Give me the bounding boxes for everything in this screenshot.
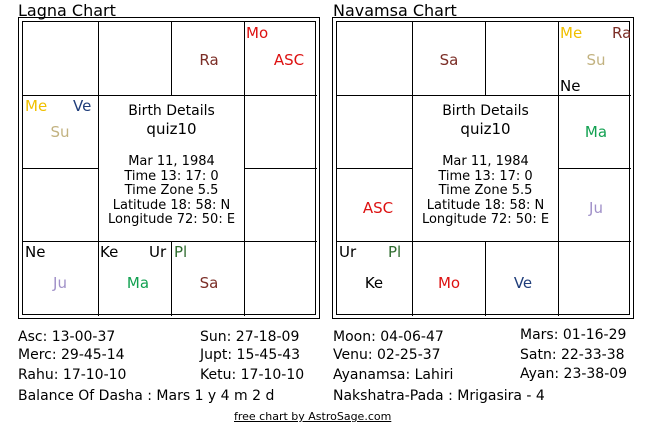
navamsa-planet-ur: Ur — [339, 243, 357, 261]
lagna-planet-ju: Ju — [53, 274, 67, 292]
lagna-planet-me: Me — [25, 97, 48, 115]
detail-nakshatra: Nakshatra-Pada : Mrigasira - 4 — [333, 388, 545, 404]
lagna-planet-ne: Ne — [25, 243, 46, 261]
lagna-birth-details — [99, 102, 244, 228]
navamsa-chart-grid — [336, 21, 630, 315]
birth-name: quiz10 — [146, 120, 197, 138]
navamsa-planet-ju: Ju — [589, 199, 603, 217]
lagna-planet-mo: Mo — [246, 24, 269, 42]
birth-longitude: Longitude 72: 50: E — [107, 212, 236, 227]
navamsa-planet-ne: Ne — [560, 77, 581, 95]
detail-mars: Mars: 01-16-29 — [520, 327, 627, 343]
birth-timezone: Time Zone 5.5 — [124, 183, 219, 198]
detail-moon: Moon: 04-06-47 — [333, 329, 444, 345]
lagna-chart-grid — [22, 21, 316, 315]
navamsa-birth-details — [413, 102, 558, 228]
navamsa-planet-ra: Ra — [612, 24, 632, 42]
detail-asc: Asc: 13-00-37 — [18, 329, 116, 345]
lagna-planet-ke: Ke — [100, 243, 119, 261]
navamsa-planet-mo: Mo — [437, 274, 461, 292]
lagna-planet-ve: Ve — [73, 97, 92, 115]
detail-dasha: Balance Of Dasha : Mars 1 y 4 m 2 d — [18, 388, 275, 404]
navamsa-planet-pl: Pl — [388, 243, 402, 261]
birth-timezone: Time Zone 5.5 — [438, 183, 533, 198]
lagna-chart — [18, 17, 320, 319]
birth-time: Time 13: 17: 0 — [124, 168, 219, 184]
navamsa-planet-ke: Ke — [364, 274, 384, 292]
detail-venu: Venu: 02-25-37 — [333, 347, 441, 363]
birth-date: Mar 11, 1984 — [128, 154, 215, 169]
navamsa-planet-ma: Ma — [584, 123, 608, 141]
lagna-planet-ur: Ur — [149, 243, 167, 261]
detail-ketu: Ketu: 17-10-10 — [200, 367, 305, 383]
lagna-planet-pl: Pl — [174, 243, 188, 261]
lagna-chart-title: Lagna Chart — [18, 1, 116, 20]
birth-date: Mar 11, 1984 — [442, 154, 529, 169]
birth-time: Time 13: 17: 0 — [438, 168, 533, 184]
lagna-planet-ra: Ra — [199, 51, 219, 69]
lagna-asc-marker: ASC — [273, 51, 305, 69]
birth-name: quiz10 — [460, 120, 511, 138]
detail-merc: Merc: 29-45-14 — [18, 347, 125, 363]
navamsa-planet-me: Me — [560, 24, 583, 42]
detail-rahu: Rahu: 17-10-10 — [18, 367, 127, 383]
navamsa-planet-su: Su — [586, 51, 606, 69]
navamsa-chart — [332, 17, 634, 319]
birth-latitude: Latitude 18: 58: N — [426, 197, 545, 213]
detail-ayanamsa: Ayanamsa: Lahiri — [333, 367, 454, 383]
navamsa-planet-ve: Ve — [513, 274, 533, 292]
lagna-planet-ma: Ma — [126, 274, 150, 292]
navamsa-chart-title: Navamsa Chart — [333, 1, 457, 20]
navamsa-asc-marker: ASC — [362, 199, 394, 217]
detail-sun: Sun: 27-18-09 — [200, 329, 300, 345]
astrosage-credit-link[interactable]: free chart by AstroSage.com — [234, 410, 392, 423]
navamsa-planet-sa: Sa — [439, 51, 459, 69]
birth-longitude: Longitude 72: 50: E — [421, 212, 550, 227]
birth-details-heading: Birth Details — [128, 103, 215, 119]
detail-satn: Satn: 22-33-38 — [520, 347, 625, 363]
lagna-planet-sa: Sa — [199, 274, 219, 292]
detail-ayan: Ayan: 23-38-09 — [520, 366, 628, 382]
birth-details-heading: Birth Details — [442, 103, 529, 119]
lagna-planet-su: Su — [50, 123, 70, 141]
detail-jupt: Jupt: 15-45-43 — [200, 347, 301, 363]
birth-latitude: Latitude 18: 58: N — [112, 197, 231, 213]
